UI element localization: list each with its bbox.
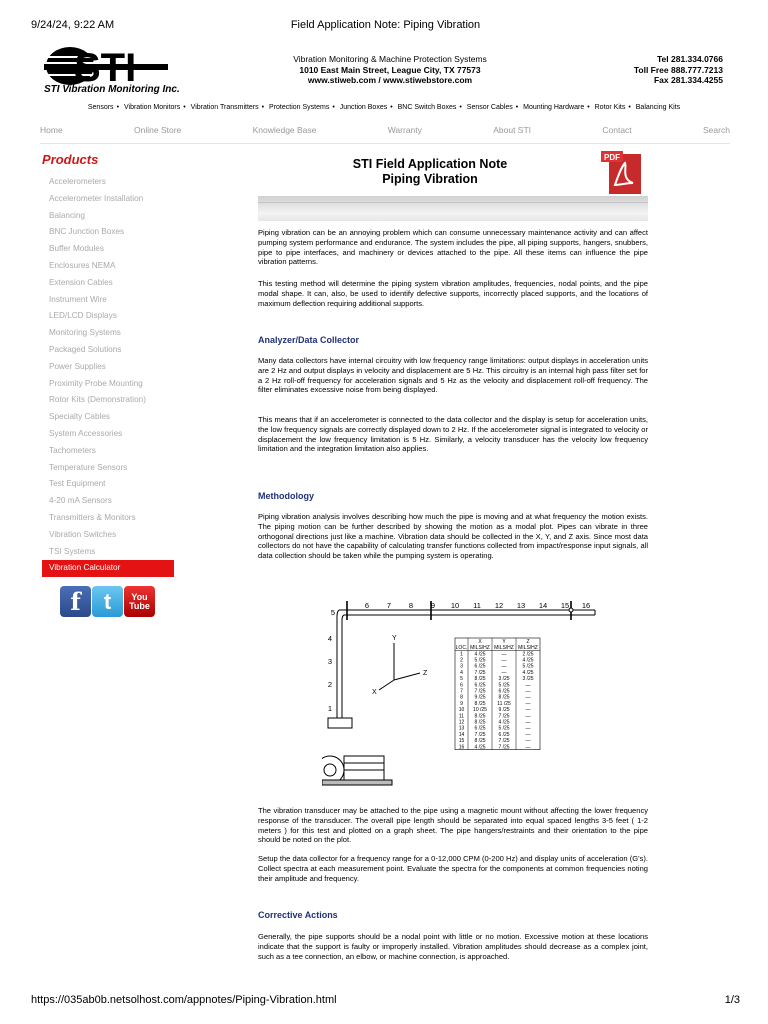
location-label: 10 xyxy=(450,601,460,610)
heading-analyzer: Analyzer/Data Collector xyxy=(258,335,360,345)
sidebar-item[interactable]: Enclosures NEMA xyxy=(49,260,116,270)
table-cell: 8 /25 xyxy=(474,719,486,726)
table-cell: 3 /25 xyxy=(498,676,510,683)
sidebar-item[interactable]: 4-20 mA Sensors xyxy=(49,496,112,506)
piping-diagram xyxy=(322,598,612,796)
table-cell: 15 xyxy=(458,738,465,745)
sidebar-item[interactable]: LED/LCD Displays xyxy=(49,311,117,321)
axis-label-y: Y xyxy=(392,635,397,642)
table-cell: 8 /25 xyxy=(498,694,510,701)
analyzer-paragraph-2: This means that if an accelerometer is connected to the data collector and the display is setup for acceleration units, the low frequency signals are correctly displayed down to 2 Hz. If the accelerometer signal is integrated to velocity or displacement the low frequency limitation is 5 Hz. Similarly, a velocity transducer has the velocity low frequency limitation and the integration limitation also applies. xyxy=(258,415,648,454)
table-cell: 11 /25 xyxy=(497,700,511,707)
axis-label-z: Z xyxy=(423,670,428,677)
table-cell: 7 /25 xyxy=(498,713,510,720)
location-label: 7 xyxy=(386,601,392,610)
table-header: Z xyxy=(526,638,530,645)
phone-fax: Fax 281.334.4255 xyxy=(653,75,723,85)
location-label: 15 xyxy=(560,601,570,610)
article-title xyxy=(258,157,602,187)
table-cell: 7 /25 xyxy=(474,731,486,738)
article-title-line1: STI Field Application Note xyxy=(352,157,508,171)
table-cell: — xyxy=(525,700,531,707)
print-header xyxy=(31,19,740,31)
sidebar-item[interactable]: Packaged Solutions xyxy=(49,344,122,354)
table-cell: — xyxy=(525,731,531,738)
nav-knowledge-base[interactable]: Knowledge Base xyxy=(252,125,317,135)
sidebar-item[interactable]: Buffer Modules xyxy=(49,244,104,254)
company-tagline: Vibration Monitoring & Machine Protection Systems xyxy=(293,54,487,64)
intro-paragraph-2: This testing method will determine the piping system vibration amplitudes, frequencies, nodal points, and the pipe modal shape. It can, also, be used to identify defective supports, incorrectly placed supports, and the locations of maximum deflection requiring additional supports. xyxy=(258,279,648,308)
location-label: 9 xyxy=(430,601,436,610)
sidebar-item[interactable]: Vibration Switches xyxy=(49,529,117,539)
axis-label-x: X xyxy=(372,689,377,696)
table-cell: — xyxy=(501,657,507,664)
sidebar-item[interactable]: Test Equipment xyxy=(49,479,106,489)
table-cell: 8 /25 xyxy=(474,713,486,720)
location-label: 14 xyxy=(538,601,548,610)
table-cell: 4 /25 xyxy=(474,744,486,751)
logo-caption: STI Vibration Monitoring Inc. xyxy=(44,84,180,95)
company-websites[interactable]: www.stiweb.com / www.stiwebstore.com xyxy=(307,75,473,85)
cat-link[interactable]: Junction Boxes xyxy=(339,104,388,111)
table-cell: 6 /25 xyxy=(474,682,486,689)
table-cell: 9 /25 xyxy=(498,707,510,714)
sidebar-item[interactable]: Temperature Sensors xyxy=(49,462,128,472)
table-cell: 11 xyxy=(458,713,465,720)
table-cell: 5 /25 xyxy=(498,682,510,689)
print-page-title: Field Application Note: Piping Vibration xyxy=(290,19,481,31)
location-label: 16 xyxy=(581,601,591,610)
sidebar-title: Products xyxy=(42,152,99,167)
method-paragraph-1: Piping vibration analysis involves describing how much the pipe is moving and at what frequency the motion exists. The piping motion can be further described by showing the motion as a modal plot. Pipes can vibrate in three orthogonal directions just like a machine. Vibration data should be collected in the X, Y, and Z axis. Since most data collectors do not have the capability of calculating transfer functions collected from impact/response input signals, all data collection should be taken while the pumping system is operating. xyxy=(258,512,648,561)
table-cell: — xyxy=(525,738,531,745)
table-cell: 4 /25 xyxy=(474,651,486,658)
table-cell: 13 xyxy=(458,725,465,732)
table-cell: — xyxy=(525,725,531,732)
table-cell: — xyxy=(501,669,507,676)
table-cell: 5 /25 xyxy=(498,725,510,732)
company-address: 1010 East Main Street, League City, TX 77573 xyxy=(299,64,481,75)
table-cell: 10 /25 xyxy=(473,707,487,714)
table-cell: 8 /25 xyxy=(474,676,486,683)
method-paragraph-3: Setup the data collector for a frequency range for a 0-12,000 CPM (0-200 Hz) and display units of acceleration (G's). Collect spectra at each measurement point. Evaluate the spectra for the components at common frequencies noting their amplitude and frequency. xyxy=(258,854,648,883)
table-cell: 7 /25 xyxy=(474,688,486,695)
table-cell: 10 xyxy=(458,707,465,714)
cat-link[interactable]: Vibration Monitors xyxy=(123,104,181,111)
table-cell: 7 xyxy=(460,688,463,695)
cat-link[interactable]: Protection Systems xyxy=(269,104,330,111)
table-cell: 4 /25 xyxy=(498,719,510,726)
sidebar-item[interactable]: Tachometers xyxy=(49,445,96,455)
table-cell: 6 /25 xyxy=(474,663,486,670)
sidebar-item[interactable]: BNC Junction Boxes xyxy=(49,227,125,237)
logo-text: STI xyxy=(74,46,137,90)
phone-toll-free: Toll Free 888.777.7213 xyxy=(633,64,723,75)
analyzer-paragraph-1: Many data collectors have internal circuitry with low frequency range limitations: output displays in acceleration units are 2 Hz and output displays in velocity and displacement are 5 Hz. This circuitry is an internal high pass filter set for a 2 Hz roll-off frequency for acceleration signals and 5 Hz as the velocity and displacement roll-off frequency. The filter eliminates excessive noise from being displayed. xyxy=(258,356,648,395)
table-header: MILS/HZ xyxy=(470,645,490,652)
table-cell: 9 xyxy=(460,700,463,707)
cat-link[interactable]: Sensor Cables xyxy=(466,104,513,111)
table-cell: — xyxy=(501,651,507,658)
print-url: https://035ab0b.netsolhost.com/appnotes/Piping-Vibration.html xyxy=(31,994,337,1006)
sidebar-item[interactable]: System Accessories xyxy=(49,428,123,438)
table-cell: 7 /25 xyxy=(498,738,510,745)
location-label: 13 xyxy=(516,601,526,610)
article-title-line2: Piping Vibration xyxy=(382,172,478,186)
method-paragraph-2: The vibration transducer may be attached to the pipe using a magnetic mount without affecting the lower frequency response of the transducer. The overall pipe length should be separated into equal spaced lengths 3-5 feet ( 1-2 meters ) for this test and plotted on a graph sheet. The pipe hangers/restraints and their orientation to the pipe should be noted on the plot. xyxy=(258,806,648,845)
sidebar-item[interactable]: Proximity Probe Mounting xyxy=(49,378,143,388)
table-cell: 9 /25 xyxy=(474,694,486,701)
nav-online-store[interactable]: Online Store xyxy=(134,125,182,135)
location-label: 1 xyxy=(327,704,333,713)
nav-about[interactable]: About STI xyxy=(493,125,532,135)
table-cell: 2 xyxy=(460,657,463,664)
location-label: 2 xyxy=(327,680,333,689)
pdf-icon[interactable] xyxy=(601,151,645,195)
table-cell: 5 /25 xyxy=(474,657,486,664)
location-label: 5 xyxy=(330,608,336,617)
youtube-icon[interactable]: You Tube xyxy=(124,586,155,617)
table-cell: 6 /25 xyxy=(498,688,510,695)
table-cell: 8 /25 xyxy=(474,700,486,707)
table-cell: 5 xyxy=(460,676,463,683)
twitter-icon[interactable]: t xyxy=(92,586,123,617)
cat-link[interactable]: Rotor Kits xyxy=(594,104,626,111)
category-nav: Sensors • Vibration Monitors • Vibration Transmitters • Protection Systems • Junction Boxes • BNC Switch Boxes • Sensor Cables • Mounting Hardware • Rotor Kits • Balancing Kits xyxy=(87,104,681,111)
cat-link[interactable]: BNC Switch Boxes xyxy=(397,104,457,111)
sidebar-item[interactable]: TSI Systems xyxy=(49,546,96,556)
location-label: 11 xyxy=(473,601,481,610)
table-cell: — xyxy=(525,707,531,714)
main-nav xyxy=(40,125,730,135)
contact-info xyxy=(634,54,723,86)
nav-search[interactable]: Search xyxy=(702,125,730,135)
table-cell: 3 /25 xyxy=(522,676,534,683)
table-cell: 1 xyxy=(460,651,463,658)
table-cell: — xyxy=(525,694,531,701)
corrective-paragraph-1: Generally, the pipe supports should be a nodal point with little or no motion. Excessive motion at these locations indicate that the support is faulty or improperly installed. Vibration amplitudes should decrease as a complex joint, such as a tee connection, an elbow, or machine connection, is approached. xyxy=(258,932,648,961)
location-label: 3 xyxy=(327,657,333,666)
table-cell: 6 /25 xyxy=(498,731,510,738)
table-cell: — xyxy=(525,713,531,720)
location-label: 6 xyxy=(364,601,370,610)
location-label: 12 xyxy=(494,601,504,610)
sidebar-item[interactable]: Specialty Cables xyxy=(49,412,110,422)
nav-warranty[interactable]: Warranty xyxy=(387,125,422,135)
print-footer xyxy=(31,994,740,1006)
table-cell: — xyxy=(525,688,531,695)
cat-link[interactable]: Sensors xyxy=(87,104,114,111)
sidebar-item[interactable]: Transmitters & Monitors xyxy=(49,512,136,522)
article-banner xyxy=(258,196,648,221)
table-cell: — xyxy=(501,663,507,670)
phone-tel: Tel 281.334.0766 xyxy=(656,54,723,64)
table-cell: 7 /25 xyxy=(474,669,486,676)
location-label: 4 xyxy=(327,634,333,643)
sidebar-item[interactable]: Instrument Wire xyxy=(49,294,107,304)
table-cell: 8 /25 xyxy=(474,738,486,745)
sidebar-item[interactable]: Rotor Kits (Demonstration) xyxy=(49,395,146,405)
table-cell: 5 /25 xyxy=(522,663,534,670)
sidebar-item[interactable]: Power Supplies xyxy=(49,361,106,371)
table-cell: 7 /25 xyxy=(498,744,510,751)
print-page-count: 1/3 xyxy=(724,994,740,1006)
sidebar-item[interactable]: Balancing xyxy=(49,210,85,220)
sidebar-item[interactable]: Monitoring Systems xyxy=(49,328,121,338)
sidebar-item[interactable]: Extension Cables xyxy=(49,277,113,287)
table-cell: 2 /25 xyxy=(522,651,534,658)
table-cell: 14 xyxy=(458,731,465,738)
nav-contact[interactable]: Contact xyxy=(602,125,632,135)
heading-methodology: Methodology xyxy=(258,491,314,501)
intro-paragraph-1: Piping vibration can be an annoying problem which can consume unnecessary maintenance activity and can affect pumping system performance and endurance. The system includes the pipe, all piping supports, hangers, snubbers, pipe to pipe interfaces, and machinery or devices attached to the pipe. All these items can influence the pipe vibration patterns. xyxy=(258,228,648,267)
nav-divider xyxy=(40,143,730,144)
social-links xyxy=(60,586,155,617)
table-cell: 4 /25 xyxy=(522,657,534,664)
print-datetime: 9/24/24, 9:22 AM xyxy=(31,19,115,31)
table-cell: 3 xyxy=(460,663,463,670)
pdf-label: PDF xyxy=(604,153,620,162)
table-header: MILS/HZ xyxy=(518,645,538,652)
table-header: MILS/HZ xyxy=(494,645,514,652)
sidebar-item[interactable]: Accelerometer Installation xyxy=(49,193,144,203)
table-cell: 4 xyxy=(460,669,463,676)
sidebar-item-vibration-calculator[interactable]: Vibration Calculator xyxy=(42,560,174,577)
nav-home[interactable]: Home xyxy=(40,125,63,135)
facebook-icon[interactable]: f xyxy=(60,586,91,617)
table-cell: — xyxy=(525,744,531,751)
sidebar-products xyxy=(42,174,174,577)
table-cell: 6 /25 xyxy=(474,725,486,732)
table-cell: 4 /25 xyxy=(522,669,534,676)
table-header: Y xyxy=(502,638,506,645)
heading-corrective-actions: Corrective Actions xyxy=(258,910,338,920)
cat-link[interactable]: Mounting Hardware xyxy=(523,104,585,111)
table-cell: 8 xyxy=(460,694,463,701)
company-info xyxy=(250,54,530,86)
cat-link[interactable]: Vibration Transmitters xyxy=(190,104,259,111)
table-cell: — xyxy=(525,682,531,689)
table-header: LOC. xyxy=(455,645,468,652)
cat-link[interactable]: Balancing Kits xyxy=(635,104,681,111)
location-label: 8 xyxy=(408,601,414,610)
table-cell: — xyxy=(525,719,531,726)
table-cell: 12 xyxy=(458,719,465,726)
sidebar-item[interactable]: Accelerometers xyxy=(49,177,106,186)
table-cell: 16 xyxy=(458,744,465,751)
table-cell: 6 xyxy=(460,682,463,689)
table-header: X xyxy=(478,638,482,645)
